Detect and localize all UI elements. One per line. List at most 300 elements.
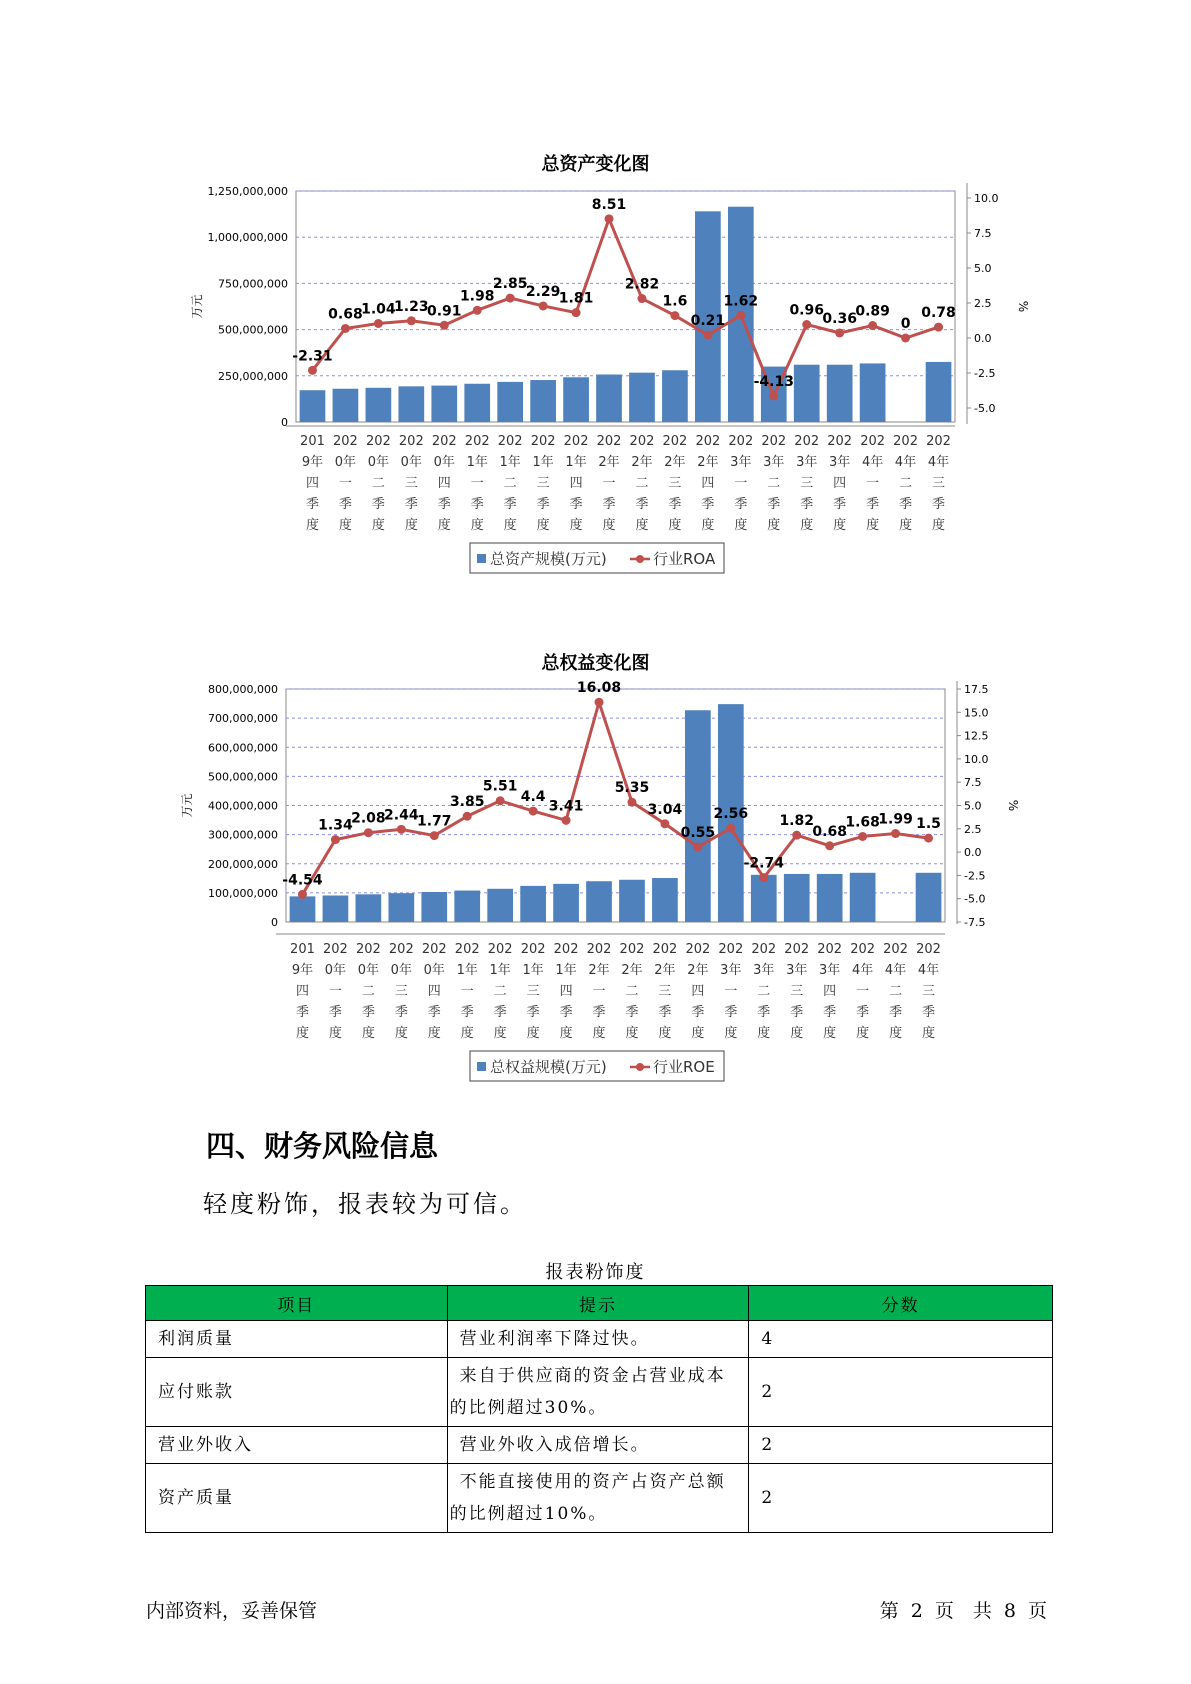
x-tick-label-8: 1年	[565, 455, 587, 470]
right-axis-title: %	[1006, 799, 1020, 812]
data-label-17: 0.89	[855, 303, 890, 320]
x-tick-label-16: 3年	[829, 455, 851, 470]
x-tick-label-5: 季	[460, 1005, 474, 1020]
x-tick-label-13: 一	[724, 984, 738, 999]
x-tick-label-4: 季	[437, 497, 451, 512]
line-point-1	[341, 324, 350, 333]
x-tick-label-17: 季	[866, 497, 880, 512]
page-current: 2	[910, 1600, 923, 1622]
x-tick-label-2: 202	[365, 434, 391, 449]
line-point-9	[595, 698, 604, 707]
x-tick-label-4: 202	[431, 434, 457, 449]
right-axis-tick-label: -2.5	[974, 367, 996, 380]
chart-title-total-assets: 总资产变化图	[541, 154, 650, 175]
x-tick-label-1: 季	[328, 1005, 342, 1020]
legend-line-label: 行业ROE	[653, 1058, 715, 1076]
x-tick-label-2: 度	[371, 518, 385, 533]
total-assets-chart	[0, 180, 1191, 630]
data-label-0: -4.54	[282, 872, 323, 889]
x-tick-label-18: 季	[889, 1005, 903, 1020]
x-tick-label-1: 季	[338, 497, 352, 512]
line-point-16	[825, 841, 834, 850]
x-tick-label-4: 季	[427, 1005, 441, 1020]
x-tick-label-14: 202	[761, 434, 787, 449]
x-tick-label-5: 202	[454, 942, 480, 957]
x-tick-label-10: 二	[625, 984, 639, 999]
x-tick-label-13: 度	[734, 518, 748, 533]
x-tick-label-8: 度	[569, 518, 583, 533]
line-point-0	[308, 366, 317, 375]
row-score: 4	[749, 1321, 1053, 1358]
x-tick-label-2: 二	[371, 476, 385, 491]
bar-3	[388, 893, 414, 922]
left-axis-tick-label: 500,000,000	[218, 323, 288, 337]
x-tick-label-3: 季	[404, 497, 418, 512]
x-tick-label-14: 二	[767, 476, 781, 491]
x-tick-label-9: 一	[602, 476, 616, 491]
data-label-5: 1.98	[459, 288, 495, 305]
x-tick-label-6: 1年	[489, 963, 511, 978]
x-tick-label-0: 201	[290, 942, 315, 957]
row-score: 2	[749, 1358, 1053, 1427]
bar-4	[421, 892, 447, 922]
data-label-1: 0.68	[328, 306, 363, 323]
bar-2	[366, 388, 392, 422]
data-label-18: 1.99	[878, 811, 913, 828]
x-tick-label-2: 二	[361, 984, 375, 999]
x-tick-label-5: 季	[470, 497, 484, 512]
left-axis-tick-label: 1,000,000,000	[207, 231, 288, 245]
line-point-3	[407, 316, 416, 325]
x-tick-label-18: 4年	[894, 455, 917, 470]
x-tick-label-7: 202	[530, 434, 556, 449]
right-axis-tick-label: 10.0	[974, 192, 999, 205]
row-hint: 营业利润率下降过快。	[447, 1321, 749, 1358]
x-tick-label-17: 季	[856, 1005, 870, 1020]
x-tick-label-7: 三	[536, 476, 550, 491]
x-tick-label-19: 度	[932, 518, 946, 533]
bar-0	[290, 896, 316, 922]
x-tick-label-7: 度	[536, 518, 550, 533]
data-label-10: 5.35	[614, 780, 650, 797]
bar-15	[794, 365, 820, 422]
table-row	[146, 1427, 1053, 1464]
x-tick-label-19: 202	[916, 942, 941, 957]
x-tick-label-13: 3年	[720, 963, 742, 978]
x-tick-label-13: 季	[724, 1005, 738, 1020]
x-tick-label-12: 202	[695, 434, 721, 449]
line-point-6	[496, 796, 505, 805]
line-point-13	[736, 311, 745, 320]
x-tick-label-17: 一	[856, 984, 870, 999]
right-axis-tick-label: 7.5	[974, 227, 992, 240]
right-axis-tick-label: 17.5	[964, 683, 989, 696]
x-tick-label-3: 202	[388, 942, 414, 957]
line-point-19	[934, 323, 943, 332]
x-tick-label-14: 二	[757, 984, 771, 999]
left-axis-tick-label: 600,000,000	[208, 741, 278, 755]
line-point-9	[605, 214, 614, 223]
x-tick-label-17: 度	[866, 518, 880, 533]
right-axis-tick-label: -2.5	[964, 869, 986, 883]
x-tick-label-7: 季	[526, 1005, 540, 1020]
x-tick-label-0: 四	[295, 984, 309, 999]
data-label-2: 1.04	[361, 301, 396, 318]
line-point-15	[802, 320, 811, 329]
data-label-7: 2.29	[525, 283, 561, 300]
line-point-10	[637, 294, 646, 303]
x-tick-label-14: 季	[757, 1005, 771, 1020]
x-tick-label-4: 度	[437, 518, 451, 533]
bar-6	[487, 889, 513, 922]
chart-title-total-equity: 总权益变化图	[541, 653, 650, 674]
bar-10	[629, 373, 655, 422]
section-heading: 四、财务风险信息	[206, 1129, 439, 1163]
x-tick-label-9: 2年	[598, 455, 620, 470]
x-tick-label-8: 四	[569, 476, 583, 491]
right-axis-tick-label: 5.0	[964, 799, 982, 813]
row-score: 2	[749, 1464, 1053, 1533]
x-tick-label-5: 度	[470, 518, 484, 533]
x-tick-label-4: 四	[427, 984, 441, 999]
x-tick-label-13: 202	[728, 434, 754, 449]
x-tick-label-14: 202	[751, 942, 777, 957]
x-tick-label-10: 202	[619, 942, 645, 957]
x-tick-label-7: 202	[520, 942, 546, 957]
left-axis-tick-label: 400,000,000	[208, 799, 278, 813]
data-label-3: 2.44	[384, 807, 419, 824]
bar-5	[454, 891, 480, 922]
data-label-6: 2.85	[492, 276, 528, 293]
header-item: 项目	[146, 1286, 448, 1321]
x-tick-label-7: 度	[526, 1026, 540, 1041]
left-axis-tick-label: 1,250,000,000	[207, 185, 288, 198]
x-tick-label-12: 2年	[697, 455, 719, 470]
x-tick-label-13: 202	[718, 942, 744, 957]
x-tick-label-11: 202	[652, 942, 678, 957]
x-tick-label-15: 3年	[796, 455, 818, 470]
x-tick-label-6: 202	[497, 434, 523, 449]
row-score: 2	[749, 1427, 1053, 1464]
x-tick-label-16: 度	[833, 518, 847, 533]
footer-page-info	[874, 1596, 1053, 1623]
data-label-3: 1.23	[394, 298, 429, 315]
x-tick-label-3: 三	[394, 984, 408, 999]
x-tick-label-0: 季	[305, 497, 319, 512]
x-tick-label-17: 202	[860, 434, 886, 449]
right-axis-tick-label: 15.0	[964, 706, 989, 720]
x-tick-label-12: 度	[701, 518, 715, 533]
bar-16	[827, 365, 853, 422]
legend-bar-label: 总权益规模(万元)	[490, 1058, 607, 1076]
line-point-7	[529, 807, 538, 816]
x-tick-label-1: 0年	[334, 455, 357, 470]
x-tick-label-18: 202	[883, 942, 908, 957]
bar-0	[300, 390, 326, 422]
x-tick-label-0: 9年	[301, 455, 324, 470]
x-tick-label-15: 度	[790, 1026, 804, 1041]
line-point-8	[572, 308, 581, 317]
x-tick-label-12: 四	[691, 984, 705, 999]
left-axis-tick-label: 500,000,000	[208, 770, 278, 784]
data-label-0: -2.31	[292, 348, 333, 365]
line-point-12	[693, 842, 702, 851]
line-point-5	[463, 812, 472, 821]
x-tick-label-17: 202	[850, 942, 876, 957]
data-label-13: 2.56	[713, 806, 749, 823]
x-tick-label-19: 4年	[927, 455, 950, 470]
data-label-2: 2.08	[351, 810, 386, 827]
table-row	[146, 1464, 1053, 1533]
x-tick-label-12: 度	[691, 1026, 705, 1041]
x-tick-label-6: 度	[503, 518, 517, 533]
x-tick-label-13: 一	[734, 476, 748, 491]
row-hint: 来自于供应商的资金占营业成本的比例超过30%。	[447, 1358, 749, 1427]
x-tick-label-15: 季	[790, 1005, 804, 1020]
x-tick-label-3: 202	[398, 434, 424, 449]
x-tick-label-5: 一	[460, 984, 474, 999]
bar-15	[784, 874, 810, 922]
x-tick-label-17: 4年	[861, 455, 884, 470]
x-tick-label-10: 季	[635, 497, 649, 512]
x-tick-label-15: 季	[800, 497, 814, 512]
x-tick-label-19: 度	[922, 1026, 936, 1041]
x-tick-label-14: 度	[767, 518, 781, 533]
x-tick-label-3: 度	[404, 518, 418, 533]
x-tick-label-13: 季	[734, 497, 748, 512]
x-tick-label-11: 2年	[654, 963, 676, 978]
right-axis-tick-label: 2.5	[964, 822, 982, 836]
x-tick-label-0: 度	[305, 518, 319, 533]
left-axis-tick-label: 300,000,000	[208, 828, 278, 842]
bar-19	[916, 873, 942, 922]
x-tick-label-5: 一	[470, 476, 484, 491]
x-tick-label-11: 三	[668, 476, 682, 491]
page-prefix: 第	[879, 1600, 899, 1622]
data-label-13: 1.62	[723, 293, 759, 310]
x-tick-label-16: 季	[823, 1005, 837, 1020]
x-tick-label-16: 四	[833, 476, 847, 491]
left-axis-tick-label: 100,000,000	[208, 886, 278, 900]
footer-confidential: 内部资料，妥善保管	[146, 1600, 318, 1622]
line-point-8	[562, 816, 571, 825]
x-tick-label-8: 季	[569, 497, 583, 512]
x-tick-label-4: 度	[427, 1026, 441, 1041]
table-row	[146, 1358, 1053, 1427]
x-tick-label-11: 202	[662, 434, 688, 449]
header-hint: 提示	[447, 1286, 749, 1321]
data-label-9: 8.51	[591, 196, 627, 213]
bar-10	[619, 880, 645, 922]
x-tick-label-12: 季	[691, 1005, 705, 1020]
x-tick-label-6: 二	[503, 476, 517, 491]
x-tick-label-10: 二	[635, 476, 649, 491]
x-tick-label-3: 度	[394, 1026, 408, 1041]
data-label-14: -4.13	[753, 373, 794, 390]
line-point-4	[440, 321, 449, 330]
x-tick-label-12: 2年	[687, 963, 709, 978]
x-tick-label-15: 202	[784, 942, 810, 957]
x-tick-label-11: 度	[658, 1026, 672, 1041]
page-mid: 页 共	[934, 1600, 992, 1622]
bar-17	[850, 873, 876, 922]
x-tick-label-4: 四	[437, 476, 451, 491]
data-label-7: 4.4	[520, 789, 546, 806]
x-tick-label-2: 季	[361, 1005, 375, 1020]
data-label-15: 1.82	[779, 813, 814, 830]
x-tick-label-18: 季	[899, 497, 913, 512]
x-tick-label-15: 度	[800, 518, 814, 533]
left-axis-tick-label: 200,000,000	[208, 857, 278, 871]
data-label-14: -2.74	[743, 855, 784, 872]
x-tick-label-19: 季	[922, 1005, 936, 1020]
line-point-0	[298, 890, 307, 899]
bar-16	[817, 874, 843, 922]
data-label-8: 3.41	[548, 798, 584, 815]
x-tick-label-6: 度	[493, 1026, 507, 1041]
x-tick-label-1: 0年	[324, 963, 347, 978]
x-tick-label-8: 度	[559, 1026, 573, 1041]
x-tick-label-3: 季	[394, 1005, 408, 1020]
x-tick-label-2: 0年	[357, 963, 380, 978]
x-tick-label-3: 三	[404, 476, 418, 491]
data-label-12: 0.55	[680, 824, 716, 841]
total-assets-chart-inner	[190, 183, 1030, 573]
total-equity-chart	[0, 680, 1191, 1130]
line-point-18	[901, 334, 910, 343]
bar-1	[333, 389, 359, 422]
x-tick-label-9: 季	[602, 497, 616, 512]
line-point-10	[627, 798, 636, 807]
legend-bar-swatch	[477, 1062, 486, 1071]
data-label-11: 1.6	[662, 293, 688, 310]
bar-7	[520, 886, 546, 922]
left-axis-title: 万元	[190, 294, 204, 319]
table-header-row	[146, 1286, 1053, 1321]
risk-table	[145, 1285, 1053, 1533]
right-axis-tick-label: -7.5	[964, 916, 986, 929]
x-tick-label-1: 度	[338, 518, 352, 533]
line-point-13	[726, 824, 735, 833]
x-tick-label-5: 1年	[456, 963, 478, 978]
x-tick-label-8: 202	[563, 434, 589, 449]
x-tick-label-9: 度	[602, 518, 616, 533]
line-series	[302, 702, 928, 894]
x-tick-label-14: 度	[757, 1026, 771, 1041]
x-tick-label-10: 度	[625, 1026, 639, 1041]
right-axis-tick-label: 10.0	[964, 752, 989, 766]
right-axis-tick-label: 0.0	[974, 332, 992, 345]
bar-11	[652, 878, 678, 922]
x-tick-label-0: 201	[300, 434, 325, 449]
x-tick-label-9: 202	[596, 434, 622, 449]
table-caption: 报表粉饰度	[545, 1262, 646, 1283]
total-equity-chart-inner	[180, 680, 1020, 1081]
x-tick-label-13: 度	[724, 1026, 738, 1041]
x-tick-label-4: 202	[421, 942, 447, 957]
x-tick-label-18: 二	[899, 476, 913, 491]
x-tick-label-10: 202	[629, 434, 655, 449]
line-point-6	[506, 294, 515, 303]
x-tick-label-6: 1年	[499, 455, 521, 470]
legend-line-marker	[636, 1063, 644, 1071]
x-tick-label-10: 2年	[621, 963, 643, 978]
x-tick-label-19: 三	[922, 984, 936, 999]
data-label-4: 0.91	[427, 303, 462, 320]
x-tick-label-11: 度	[668, 518, 682, 533]
row-item: 营业外收入	[146, 1427, 448, 1464]
x-tick-label-10: 季	[625, 1005, 639, 1020]
data-label-5: 3.85	[449, 794, 485, 811]
x-tick-label-15: 202	[794, 434, 820, 449]
x-tick-label-7: 季	[536, 497, 550, 512]
data-label-12: 0.21	[690, 313, 726, 330]
line-point-5	[473, 306, 482, 315]
left-axis-tick-label: 800,000,000	[208, 683, 278, 696]
x-tick-label-15: 3年	[786, 963, 808, 978]
left-axis-tick-label: 250,000,000	[218, 369, 288, 383]
x-tick-label-6: 二	[493, 984, 507, 999]
x-tick-label-12: 四	[701, 476, 715, 491]
x-tick-label-19: 季	[932, 497, 946, 512]
data-label-15: 0.96	[789, 302, 824, 319]
left-axis-tick-label: 700,000,000	[208, 712, 278, 726]
row-item: 利润质量	[146, 1321, 448, 1358]
x-tick-label-15: 三	[790, 984, 804, 999]
data-label-17: 1.68	[845, 814, 880, 831]
header-score: 分数	[749, 1286, 1053, 1321]
x-tick-label-17: 一	[866, 476, 880, 491]
x-tick-label-1: 202	[323, 942, 348, 957]
x-tick-label-0: 9年	[291, 963, 314, 978]
bar-9	[596, 375, 622, 422]
x-tick-label-12: 202	[685, 942, 711, 957]
bar-8	[553, 884, 579, 922]
line-point-11	[670, 311, 679, 320]
bar-1	[323, 895, 349, 922]
x-tick-label-19: 4年	[917, 963, 940, 978]
x-tick-label-11: 2年	[664, 455, 686, 470]
bar-7	[530, 380, 556, 422]
legend-line-marker	[636, 555, 644, 563]
section-text: 轻度粉饰，报表较为可信。	[203, 1190, 527, 1218]
data-label-1: 1.34	[318, 817, 353, 834]
right-axis-tick-label: 0.0	[964, 846, 982, 860]
x-tick-label-14: 3年	[763, 455, 785, 470]
x-tick-label-19: 三	[932, 476, 946, 491]
x-tick-label-0: 四	[305, 476, 319, 491]
x-tick-label-10: 2年	[631, 455, 653, 470]
line-point-14	[759, 873, 768, 882]
page-suffix: 页	[1027, 1600, 1047, 1622]
x-tick-label-3: 0年	[400, 455, 422, 470]
x-tick-label-16: 202	[827, 434, 853, 449]
x-tick-label-0: 季	[295, 1005, 309, 1020]
x-tick-label-18: 4年	[884, 963, 907, 978]
x-tick-label-1: 度	[328, 1026, 342, 1041]
x-tick-label-0: 度	[295, 1026, 309, 1041]
x-tick-label-15: 三	[800, 476, 814, 491]
x-tick-label-18: 度	[889, 1026, 903, 1041]
line-point-18	[891, 829, 900, 838]
line-point-12	[703, 331, 712, 340]
right-axis-tick-label: 2.5	[974, 297, 992, 310]
bar-17	[860, 363, 886, 422]
data-label-11: 3.04	[647, 801, 683, 818]
bar-5	[464, 384, 490, 422]
right-axis-title: %	[1016, 300, 1030, 313]
x-tick-label-6: 季	[493, 1005, 507, 1020]
